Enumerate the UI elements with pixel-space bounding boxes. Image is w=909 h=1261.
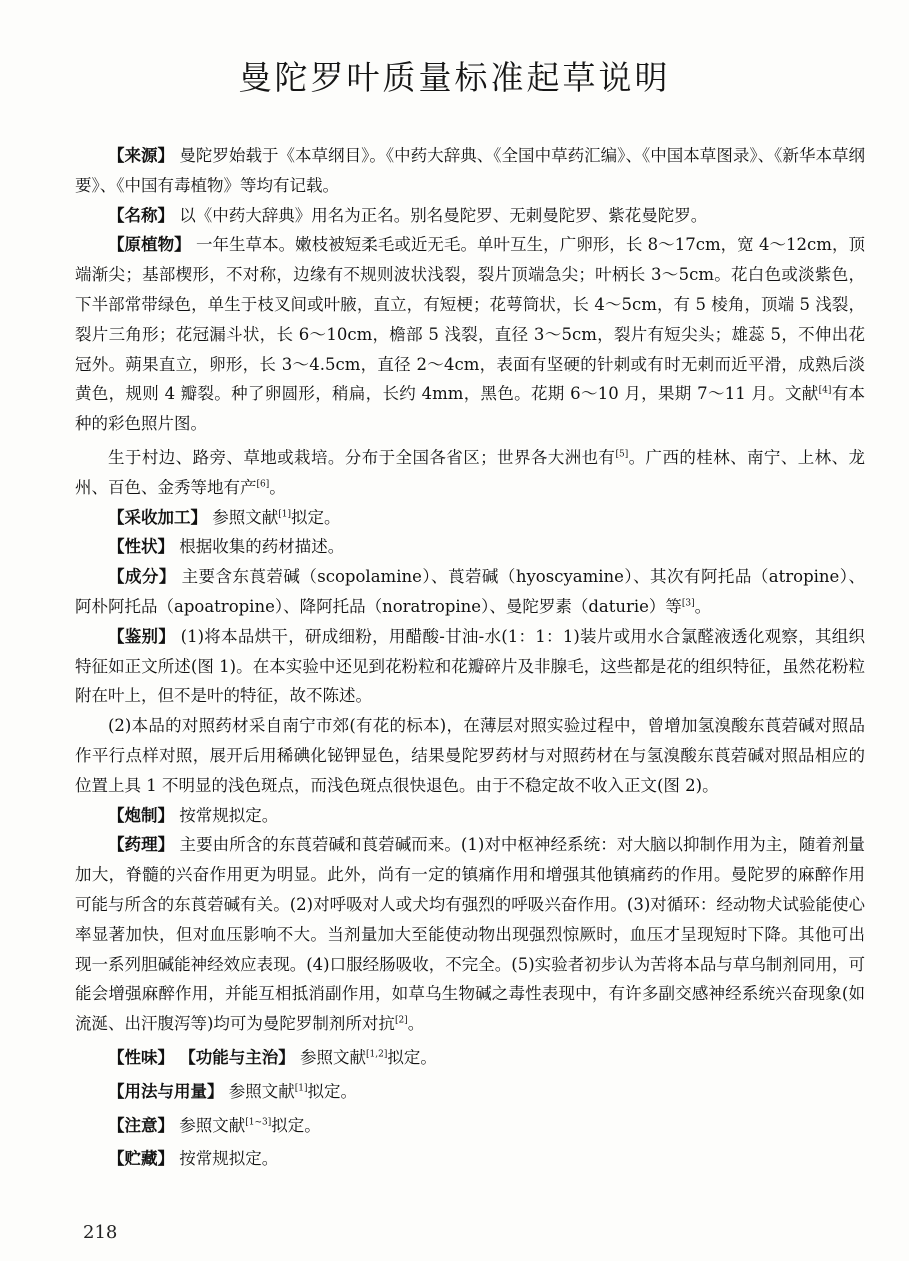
section-source: [75, 141, 865, 201]
section-text: 参照文献: [179, 1115, 246, 1135]
section-pharmacology: [75, 830, 865, 1039]
citation-ref: [1]: [278, 509, 291, 520]
section-heading: 【功能与主治】: [179, 1047, 295, 1067]
section-text-tail: 有本种的彩色照片图。: [75, 384, 866, 434]
section-identification-1: [75, 622, 865, 711]
section-heading: 【成分】: [108, 567, 176, 587]
citation-ref: [3]: [681, 598, 695, 609]
section-text-tail: 拟定。: [271, 1115, 321, 1135]
section-text-tail: 拟定。: [291, 507, 341, 527]
section-plant: [75, 230, 865, 439]
section-heading: 【鉴别】: [108, 626, 176, 646]
document-body: [75, 141, 865, 1174]
section-text: 按常规拟定。: [179, 805, 279, 825]
section-text-mid: 。广西的桂林、南宁、上林、龙州、百色、金秀等地有产: [75, 447, 866, 497]
page-title: 曼陀罗叶质量标准起草说明: [238, 58, 671, 97]
citation-ref: [2]: [394, 1015, 408, 1026]
section-usage: [75, 1077, 865, 1107]
section-heading: 【炮制】: [108, 805, 174, 825]
section-identification-2: [75, 711, 865, 800]
citation-ref: [1,2]: [366, 1049, 388, 1060]
page-number: 218: [83, 1222, 118, 1243]
section-storage: [75, 1144, 865, 1174]
citation-ref: [1~3]: [245, 1117, 272, 1127]
section-heading: 【采收加工】: [108, 507, 207, 527]
section-text: 参照文献: [212, 507, 279, 527]
section-heading: 【原植物】: [108, 235, 191, 255]
section-text: 主要含东莨菪碱（scopolamine）、莨菪碱（hyoscyamine）、其次有阿托品（atropine）、阿朴阿托品（apoatropine）、降阿托品（noratropine）、曼陀罗素（daturie）等: [75, 567, 866, 616]
citation-ref: [5]: [615, 449, 629, 460]
section-text-tail: 。: [269, 477, 286, 497]
section-heading: 【性状】: [108, 537, 174, 557]
section-text: 参照文献: [300, 1047, 366, 1067]
section-heading: 【注意】: [108, 1115, 174, 1135]
section-text-tail: 。: [407, 1014, 425, 1034]
section-text-tail: 拟定。: [387, 1047, 437, 1067]
section-habitat: [75, 443, 865, 503]
section-text: 一年生草本。嫩枝被短柔毛或近无毛。单叶互生，广卵形，长 8～17cm，宽 4～12cm，顶端渐尖；基部楔形，不对称，边缘有不规则波状浅裂，裂片顶端急尖；叶柄长 3～5cm。花白色或淡紫色，下半部常带绿色，单生于枝叉间或叶腋，直立，有短梗；花萼筒状，长 4～5cm，有 5 棱角，顶端 5 浅裂，裂片三角形；花冠漏斗状，长 6～10cm，檐部 5 浅裂，直径 3～5cm，裂片有短尖头；雄蕊 5，不伸出花冠外。蒴果直立，卵形，长 3～4.5cm，直径 2～4cm，表面有坚硬的针刺或有时无刺而近平滑，成熟后淡黄色，规则 4 瓣裂。种了卵圆形，稍扁，长约 4mm，黑色。花期 6～10 月，果期 7～11 月。文献: [75, 235, 865, 404]
section-name: [75, 201, 865, 231]
section-caution: [75, 1111, 865, 1141]
section-heading: 【用法与用量】: [108, 1081, 224, 1101]
section-text-tail: 。: [694, 596, 712, 616]
section-text: 主要由所含的东莨菪碱和莨菪碱而来。(1)对中枢神经系统：对大脑以抑制作用为主，随着剂量加大，脊髓的兴奋作用更为明显。此外，尚有一定的镇痛作用和增强其他镇痛药的作用。曼陀罗的麻醉作用可能与所含的东莨菪碱有关。(2)对呼吸对人或犬均有强烈的呼吸兴奋作用。(3)对循环：经动物犬试验能使心率显著加快，但对血压影响不大。当剂量加大至能使动物出现强烈惊厥时，血压才呈现短时下降。其他可出现一系列胆碱能神经效应表现。(4)口服经肠吸收，不完全。(5)实验者初步认为苦将本品与草乌制剂同用，可能会增强麻醉作用，并能互相抵消副作用，如草乌生物碱之毒性表现中，有许多副交感神经系统兴奋现象(如流涎、出汗腹泻等)均可为曼陀罗制剂所对抗: [75, 835, 866, 1034]
section-text: 以《中药大辞典》用名为正名。别名曼陀罗、无刺曼陀罗、紫花曼陀罗。: [179, 205, 708, 225]
section-heading: 【贮藏】: [108, 1149, 174, 1169]
section-processing: [75, 801, 865, 831]
section-composition: [75, 562, 865, 622]
section-text-tail: 拟定。: [307, 1081, 357, 1101]
section-text: 参照文献: [228, 1081, 295, 1101]
section-text: (1)将本品烘干，研成细粉，用醋酸-甘油-水(1：1：1)装片或用水合氯醛液透化观察，其组织特征如正文所述(图 1)。在本实验中还见到花粉粒和花瓣碎片及非腺毛，这些都是花的组织特征，虽然花粉粒附在叶上，但不是叶的特征，故不陈述。: [75, 626, 866, 706]
section-text: 按常规拟定。: [179, 1149, 279, 1169]
section-heading: 【性味】: [108, 1047, 174, 1067]
section-collect: [75, 503, 865, 533]
section-trait: [75, 532, 865, 562]
section-heading: 【名称】: [108, 205, 174, 225]
citation-ref: [6]: [256, 479, 270, 490]
section-taste-function: [75, 1043, 865, 1073]
citation-ref: [1]: [294, 1083, 308, 1094]
section-heading: 【药理】: [108, 835, 175, 855]
section-text: (2)本品的对照药材采自南宁市郊(有花的标本)，在薄层对照实验过程中，曾增加氢溴酸东莨菪碱对照品作平行点样对照，展开后用稀碘化铋钾显色，结果曼陀罗药材与对照药材在与氢溴酸东莨菪碱对照品相应的位置上具 1 不明显的浅色斑点，而浅色斑点很快退色。由于不稳定故不收入正文(图 2)。: [75, 716, 865, 795]
section-text: 曼陀罗始载于《本草纲目》。《中药大辞典、《全国中草药汇编》、《中国本草图录》、《新华本草纲要》、《中国有毒植物》等均有记载。: [75, 146, 866, 195]
citation-ref: [4]: [818, 385, 832, 396]
section-heading: 【来源】: [108, 146, 175, 165]
section-text: 根据收集的药材描述。: [179, 537, 345, 557]
section-text: 生于村边、路旁、草地或栽培。分布于全国各省区；世界各大洲也有: [108, 447, 616, 467]
